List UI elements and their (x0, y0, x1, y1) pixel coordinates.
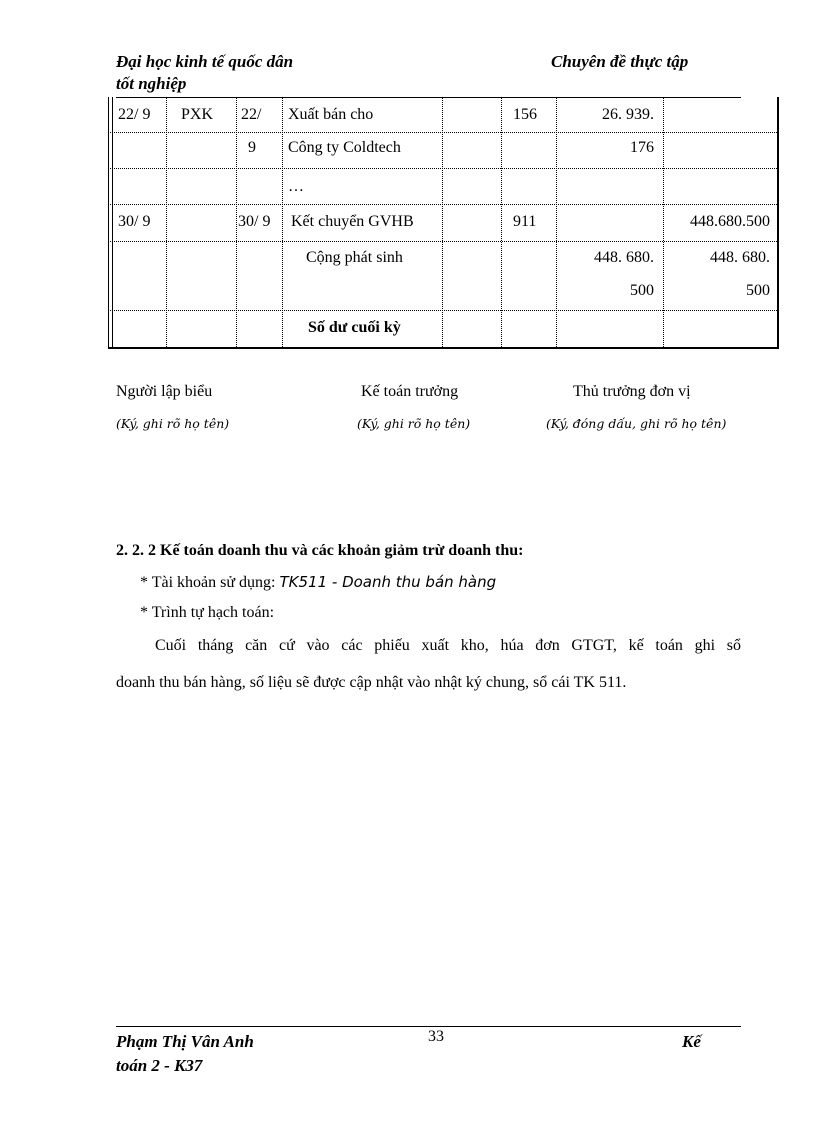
table-cell: 30/ 9 (238, 213, 271, 230)
table-cell: 448. 680. (594, 249, 654, 266)
header-school-line2: tốt nghiệp (116, 74, 187, 93)
row-divider (108, 241, 779, 242)
header-school: Đại học kinh tế quốc dân (116, 52, 294, 71)
footer-class: toán 2 - K37 (116, 1056, 203, 1075)
signature-title-director: Thủ trưởng đơn vị (573, 383, 691, 400)
account-value: TK511 - Doanh thu bán hàng (279, 573, 497, 591)
paragraph-line-1: Cuối tháng căn cứ vào các phiếu xuất kho, húa đơn GTGT, kế toán ghi sổ (155, 637, 741, 654)
table-cell: 448. 680. (710, 249, 770, 266)
table-bottom-border (108, 347, 779, 349)
table-cell: 911 (513, 213, 537, 230)
account-label: * Tài khoản sử dụng: (140, 574, 280, 591)
col-divider (442, 97, 443, 349)
table-cell: Kết chuyển GVHB (291, 213, 414, 230)
page-number: 33 (428, 1028, 444, 1045)
table-cell: 500 (746, 282, 770, 299)
table-cell: 156 (513, 106, 537, 123)
table-right-border (777, 97, 779, 349)
col-divider (236, 97, 237, 349)
col-divider (501, 97, 502, 349)
signature-title-preparer: Người lập biểu (116, 383, 213, 400)
table-cell: 9 (248, 139, 256, 156)
table-cell: PXK (181, 106, 214, 123)
table-left-border (108, 97, 113, 349)
signature-note-chief-accountant: (Ký, ghi rõ họ tên) (357, 416, 471, 431)
table-cell: … (288, 178, 304, 195)
table-cell: Xuất bán cho (288, 106, 374, 123)
footer-author: Phạm Thị Vân Anh (116, 1032, 254, 1051)
procedure-label: * Trình tự hạch toán: (140, 604, 275, 621)
table-cell: 30/ 9 (118, 213, 151, 230)
row-divider (108, 168, 779, 169)
table-cell: 22/ (241, 106, 262, 123)
footer-right: Kế (682, 1032, 701, 1051)
row-divider (108, 132, 779, 133)
paragraph-line-2: doanh thu bán hàng, số liệu sẽ được cập nhật vào nhật ký chung, sổ cái TK 511. (116, 674, 627, 691)
table-cell: 500 (630, 282, 654, 299)
table-cell: 26. 939. (602, 106, 654, 123)
row-divider (108, 310, 779, 311)
footer-rule (116, 1026, 741, 1027)
signature-note-director: (Ký, đóng dấu, ghi rõ họ tên) (546, 416, 727, 431)
table-cell: Cộng phát sinh (306, 249, 403, 266)
header-title: Chuyên đề thực tập (551, 52, 689, 71)
table-cell: 176 (630, 139, 654, 156)
col-divider (282, 97, 283, 349)
row-divider (108, 204, 779, 205)
table-cell: 448.680.500 (690, 213, 770, 230)
col-divider (166, 97, 167, 349)
ledger-table (108, 97, 779, 349)
table-cell: Công ty Coldtech (288, 139, 401, 156)
signature-title-chief-accountant: Kế toán trưởng (361, 383, 459, 400)
table-cell-closing-balance: Số dư cuối kỳ (308, 319, 401, 336)
account-line (140, 572, 496, 593)
signature-note-preparer: (Ký, ghi rõ họ tên) (116, 416, 230, 431)
col-divider (556, 97, 557, 349)
table-cell: 22/ 9 (118, 106, 151, 123)
section-heading: 2. 2. 2 Kế toán doanh thu và các khoản giảm trừ doanh thu: (116, 542, 524, 559)
